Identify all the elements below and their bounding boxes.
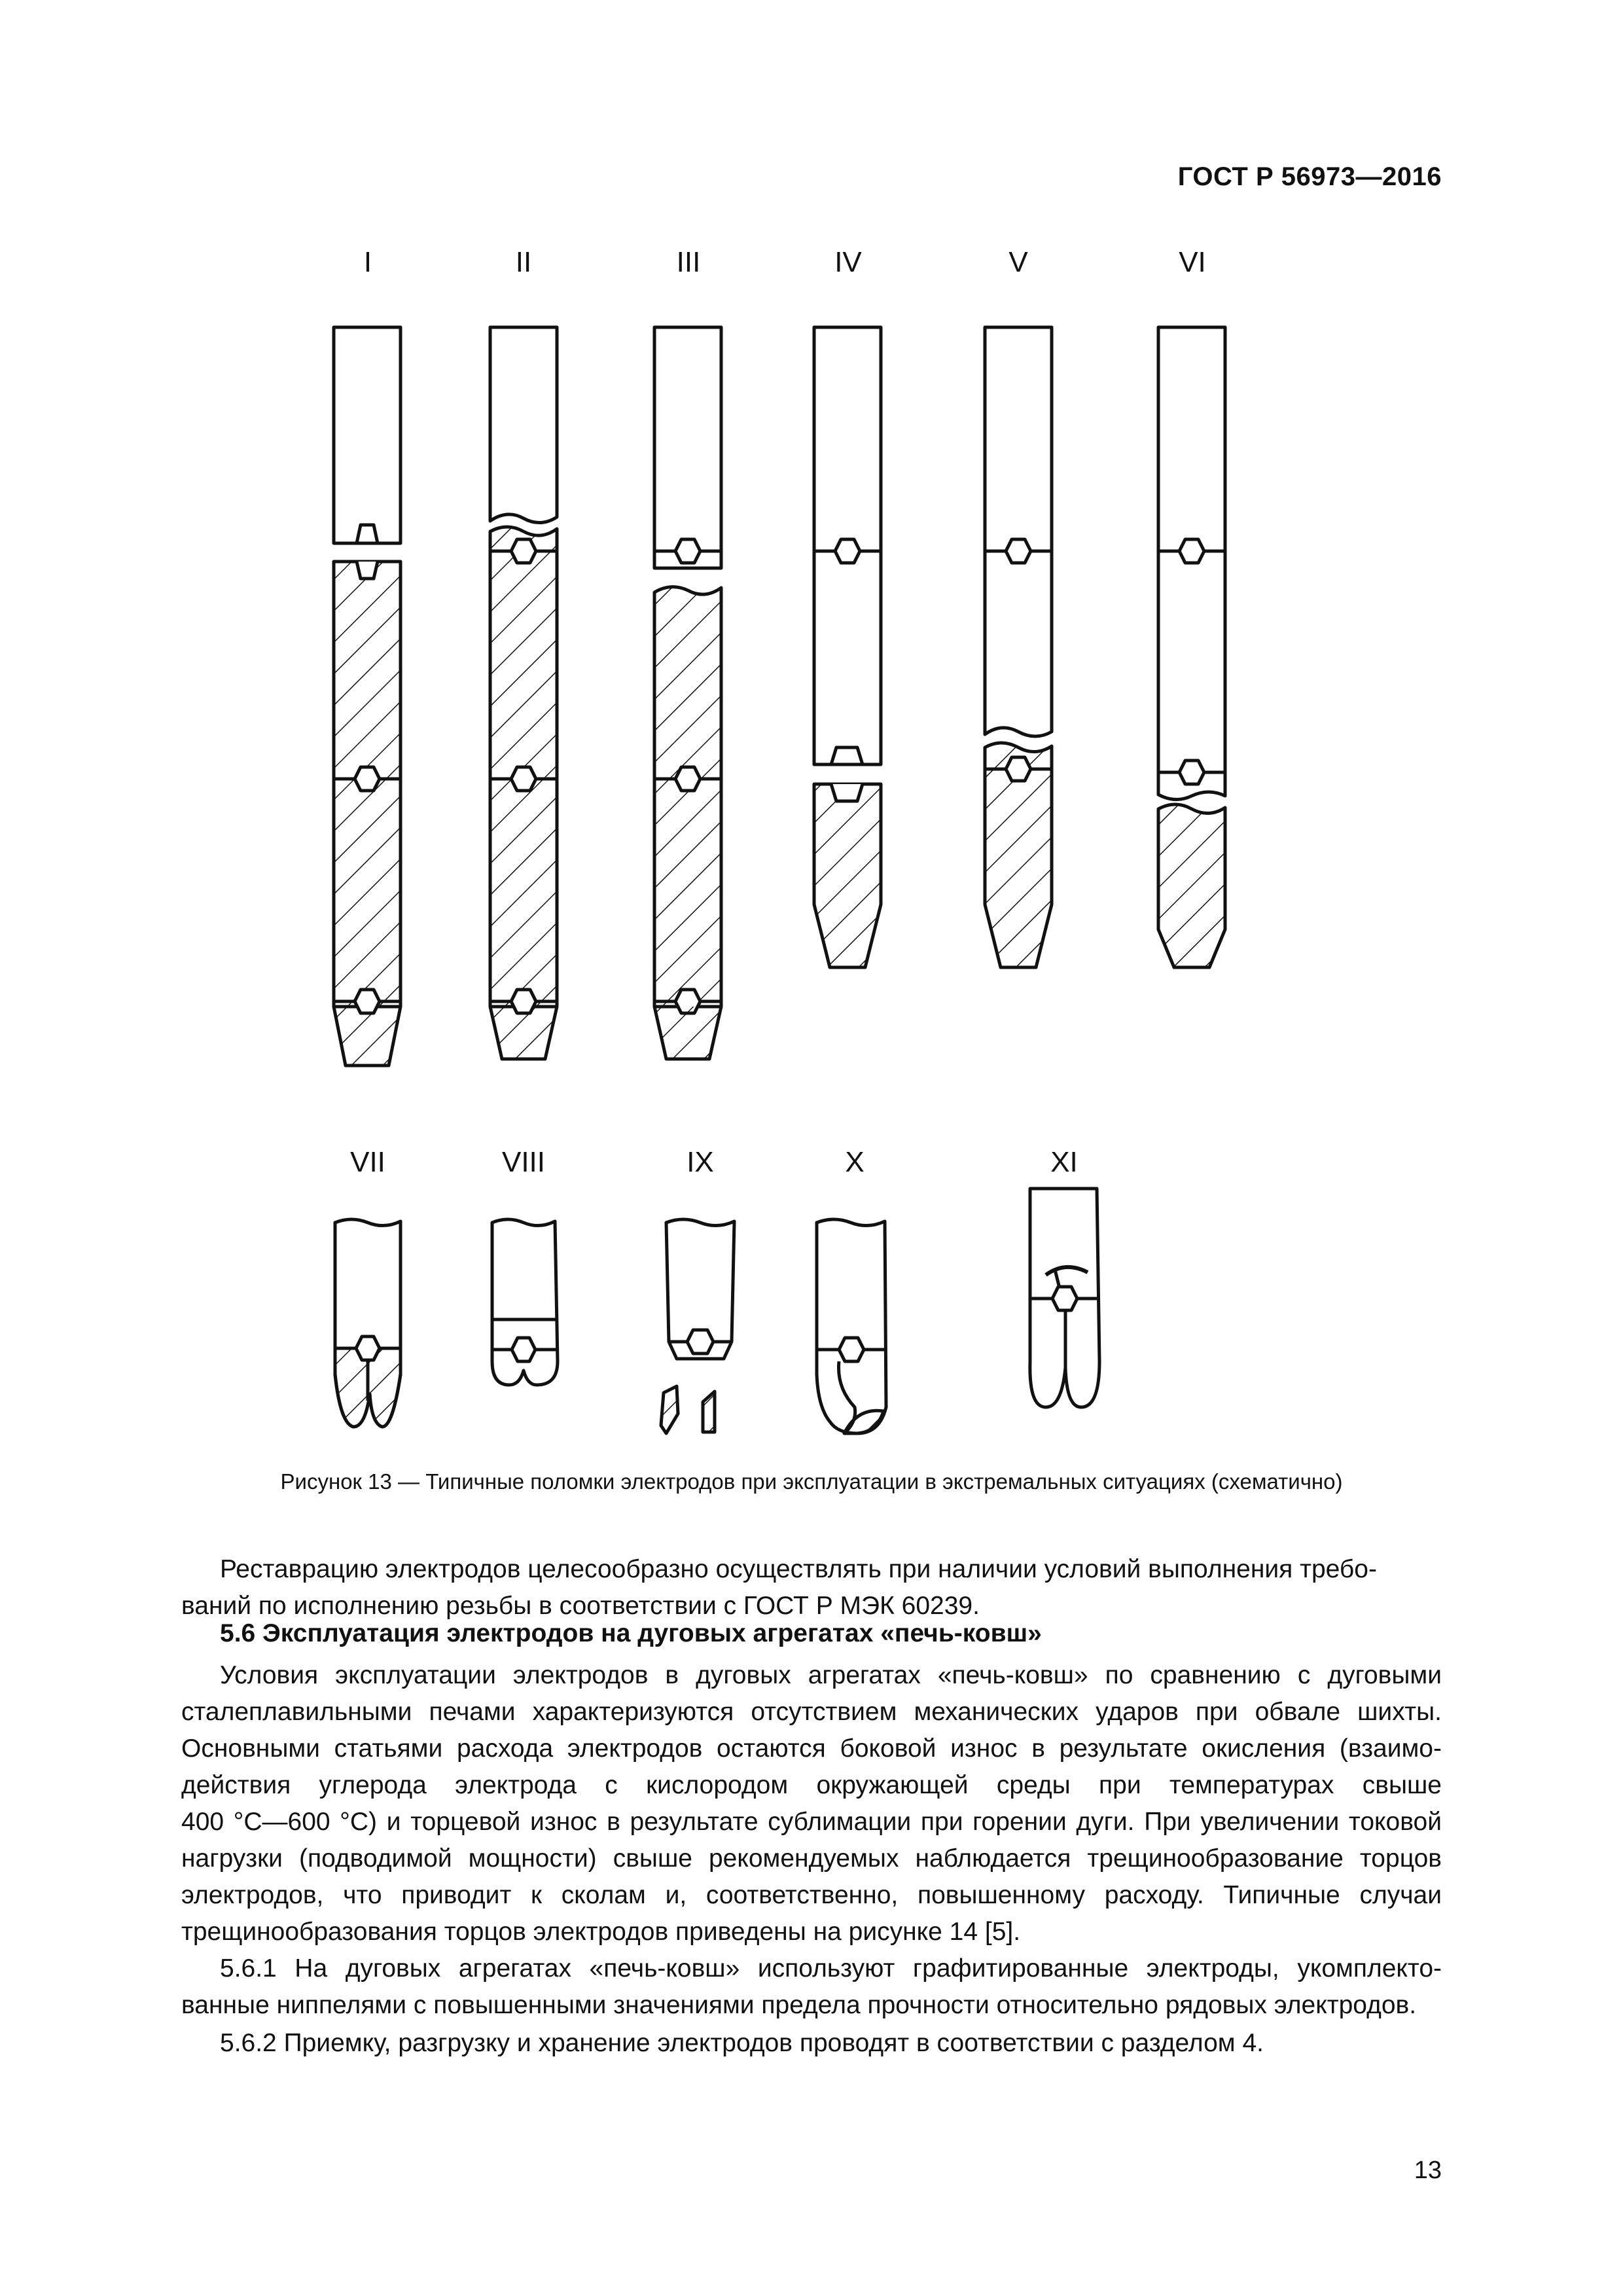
electrode-VII	[335, 1219, 401, 1427]
paragraph-ladle-furnace-conditions	[181, 1657, 1442, 1950]
label-IX: IX	[687, 1146, 714, 1178]
label-X: X	[845, 1146, 865, 1178]
label-I: I	[363, 246, 372, 278]
electrode-III	[654, 327, 721, 1059]
paragraph-line: ваний по исполнению резьбы в соответствии с ГОСТ Р МЭК 60239.	[181, 1592, 980, 1620]
electrode-IX	[661, 1219, 734, 1433]
paragraph-line: 400 °C—600 °C) и торцевой износ в результате сублимации при горении дуги. При увеличении токовой	[181, 1808, 1442, 1836]
paragraph-line: трещинообразования торцов электродов приведены на рисунке 14 [5].	[181, 1918, 1021, 1946]
paragraph-5-6-2	[181, 2025, 1442, 2062]
paragraph-line: сталеплавильными печами характеризуются отсутствием механических ударов при обвале шихты.	[181, 1698, 1442, 1726]
electrode-VIII	[492, 1219, 558, 1385]
paragraph-line: электродов, что приводит к сколам и, соответственно, повышенному расходу. Типичные случаи	[181, 1881, 1442, 1909]
label-VIII: VIII	[501, 1146, 546, 1178]
page-number: 13	[1414, 2157, 1442, 2184]
label-VI: VI	[1179, 246, 1206, 278]
electrode-I	[334, 327, 401, 1066]
electrode-IV	[814, 327, 881, 967]
standard-code: ГОСТ Р 56973—2016	[1177, 162, 1442, 191]
label-XI: XI	[1050, 1146, 1078, 1178]
paragraph-line: нагрузки (подводимой мощности) свыше рекомендуемых наблюдается трещинообразование торцов	[181, 1844, 1442, 1873]
electrode-II	[490, 327, 557, 1059]
electrode-V	[985, 327, 1052, 967]
label-II: II	[515, 246, 532, 278]
paragraph-line: Основными статьями расхода электродов остаются боковой износ в результате окисления (взаимо-	[181, 1734, 1442, 1763]
label-IV: IV	[834, 246, 862, 278]
electrode-XI	[1030, 1189, 1099, 1407]
paragraph-line: ванные ниппелями с повышенными значениями предела прочности относительно рядовых электродов.	[181, 1991, 1417, 2019]
paragraph-line: 5.6.1 На дуговых агрегатах «печь-ковш» используют графитированные электроды, укомплекто-	[220, 1954, 1442, 1982]
label-VII: VII	[350, 1146, 385, 1178]
paragraph-restoration	[181, 1551, 1442, 1624]
paragraph-line: действия углерода электрода с кислородом окружающей среды при температурах свыше	[181, 1771, 1442, 1799]
label-V: V	[1008, 246, 1028, 278]
figure-caption: Рисунок 13 — Типичные поломки электродов при эксплуатации в экстремальных ситуациях (схематично)	[280, 1469, 1343, 1494]
paragraph-5-6-1	[181, 1950, 1442, 2024]
label-III: III	[676, 246, 701, 278]
electrode-X	[817, 1219, 886, 1433]
paragraph-line: 5.6.2 Приемку, разгрузку и хранение электродов проводят в соответствии с разделом 4.	[220, 2029, 1264, 2057]
paragraph-line: Условия эксплуатации электродов в дуговых агрегатах «печь-ковш» по сравнению с дуговыми	[220, 1661, 1442, 1689]
electrode-VI	[1158, 327, 1225, 967]
section-title-5-6: 5.6 Эксплуатация электродов на дуговых агрегатах «печь-ковш»	[220, 1619, 1042, 1647]
paragraph-line: Реставрацию электродов целесообразно осуществлять при наличии условий выполнения требо-	[220, 1555, 1377, 1583]
